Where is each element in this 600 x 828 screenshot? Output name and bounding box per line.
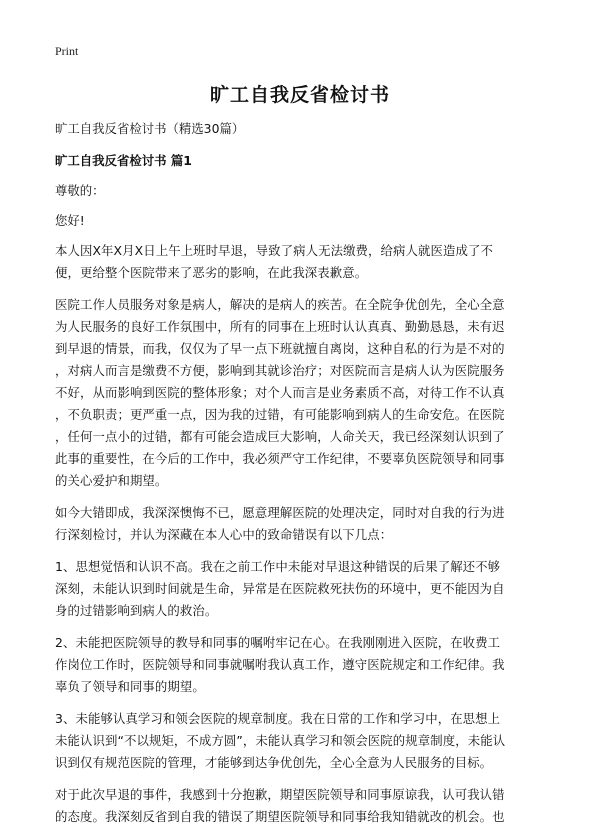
paragraph-line: 医院工作人员服务对象是病人，解决的是病人的疾苦。在全院争优创先，全心全意 [55, 297, 505, 312]
paragraph-line: 本人因X年X月X日上午上班时早退，导致了病人无法缴费，给病人就医造成了不 [55, 243, 493, 258]
paragraph-7 [55, 784, 557, 828]
paragraph-line: 2、未能把医院领导的教导和同事的嘱咐牢记在心。在我刚刚进入医院，在收费工 [55, 635, 501, 650]
paragraph-line: 为人民服务的良好工作氛围中，所有的同事在上班时认认真真、勤勤恳恳，未有迟 [55, 319, 505, 334]
paragraph-line: 此事的重要性，在今后的工作中，我必须严守工作纪律，不要辜负医院领导和同事 [55, 451, 505, 466]
paragraph-line: 未能认识到“不以规矩，不成方圆”，未能认真学习和领会医院的规章制度，未能认 [55, 733, 506, 748]
paragraph-line: ，不负职责；更严重一点，因为我的过错，有可能影响到病人的生命安危。在医院 [55, 407, 505, 422]
greeting: 您好! [55, 213, 85, 228]
section-heading: 旷工自我反省检讨书 篇1 [55, 153, 192, 168]
paragraph-line: 的态度。我深刻反省到自我的错误了期望医院领导和同事给我知错就改的机会。也 [55, 809, 505, 824]
paragraph-2 [55, 294, 557, 492]
paragraph-4 [55, 556, 557, 622]
document-title: 旷工自我反省检讨书 [209, 84, 390, 106]
paragraph-line: 3、未能够认真学习和领会医院的规章制度。我在日常的工作和学习中，在思想上 [55, 711, 501, 726]
paragraph-line: 1、思想觉悟和认识不高。我在之前工作中未能对早退这种错误的后果了解还不够 [55, 559, 501, 574]
paragraph-line: 不好，从而影响到医院的整体形象；对个人而言是业务素质不高，对待工作不认真 [55, 385, 505, 400]
paragraph-3 [55, 502, 557, 546]
paragraph-line: 如今大错即成，我深深懊悔不已，愿意理解医院的处理决定，同时对自我的行为进 [55, 505, 505, 520]
salutation: 尊敬的： [55, 183, 105, 198]
paragraph-line: 作岗位工作时，医院领导和同事就嘱咐我认真工作，遵守医院规定和工作纪律。我 [55, 657, 505, 672]
paragraph-line: ，对病人而言是缴费不方便，影响到其就诊治疗；对医院而言是病人认为医院服务 [55, 363, 505, 378]
paragraph-line: 深刻，未能认识到时间就是生命，异常是在医院救死扶伤的环境中，更不能因为自 [55, 581, 505, 596]
paragraph-line: 识到仅有规范医院的管理，才能够到达争优创先，全心全意为人民服务的目标。 [55, 755, 493, 770]
paragraph-5 [55, 632, 557, 698]
document-body [55, 118, 557, 828]
paragraph-line: 身的过错影响到病人的救治。 [55, 603, 218, 618]
paragraph-line: 行深刻检讨，并认为深藏在本人心中的致命错误有以下几点： [55, 527, 393, 542]
paragraph-line: 辜负了领导和同事的期望。 [55, 679, 205, 694]
paragraph-line: 的关心爱护和期望。 [55, 473, 168, 488]
print-link[interactable]: Print [55, 44, 79, 58]
paragraph-1 [55, 240, 557, 284]
paragraph-line: ，任何一点小的过错，都有可能会造成巨大影响，人命关天，我已经深刻认识到了 [55, 429, 505, 444]
paragraph-line: 便，更给整个医院带来了恶劣的影响，在此我深表歉意。 [55, 265, 368, 280]
paragraph-line: 到早退的情景，而我，仅仅为了早一点下班就擅自离岗，这种自私的行为是不对的 [55, 341, 505, 356]
paragraph-6 [55, 708, 557, 774]
document-subtitle: 旷工自我反省检讨书（精选30篇） [55, 121, 245, 136]
paragraph-line: 对于此次早退的事件，我感到十分抱歉，期望医院领导和同事原谅我，认可我认错 [55, 787, 505, 802]
